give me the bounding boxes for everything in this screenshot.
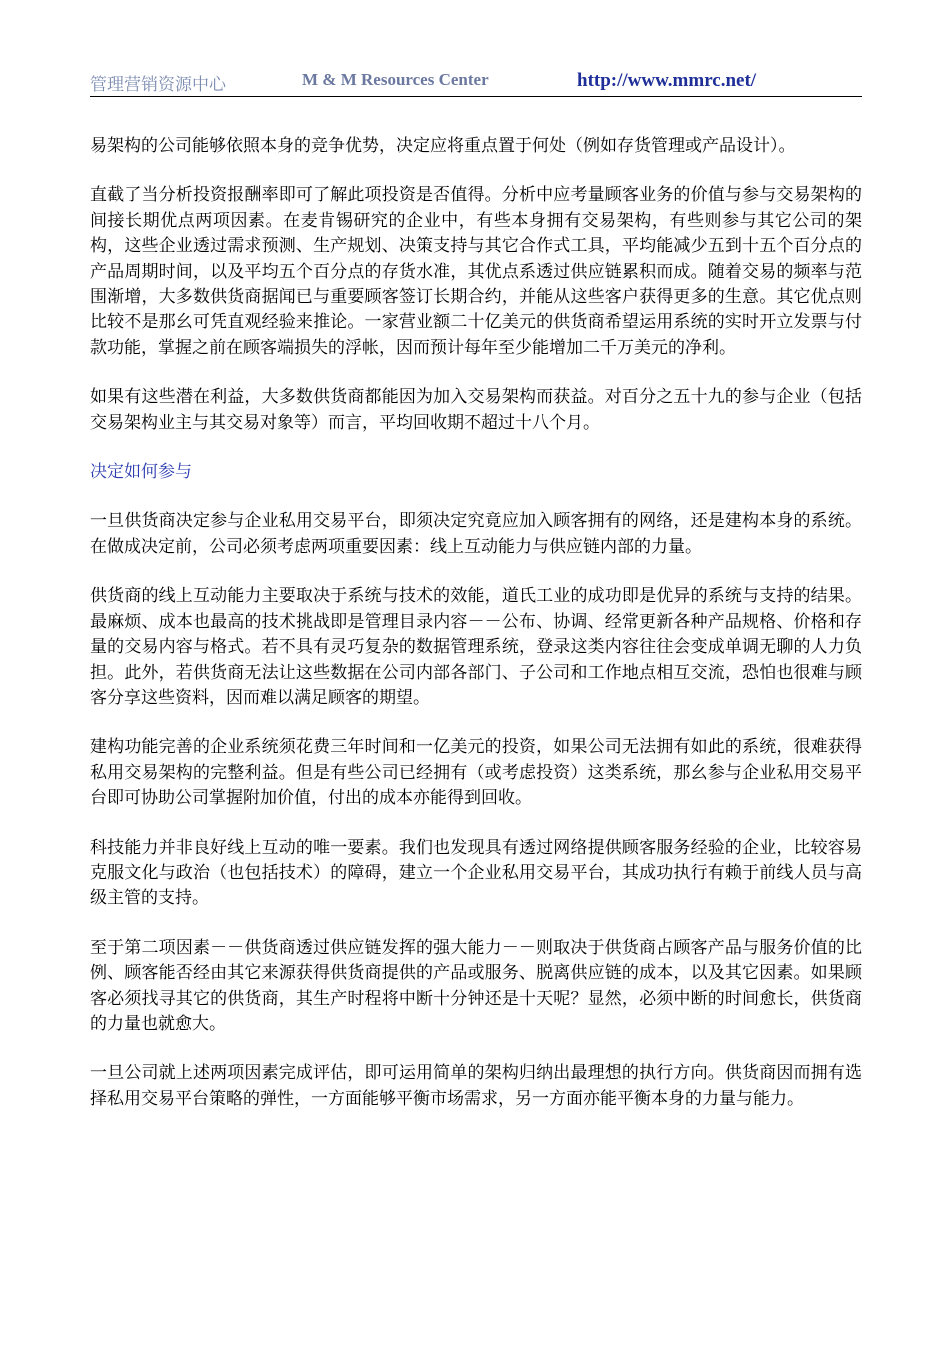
- document-body: [90, 134, 862, 1136]
- paragraph-supply-chain-power: 至于第二项因素－－供货商透过供应链发挥的强大能力－－则取决于供货商占顾客产品与服务价值的比例、顾客能否经由其它来源获得供货商提供的产品或服务、脱离供应链的成本，以及其它因素。如果顾客必须找寻其它的供货商，其生产时程将中断十分钟还是十天呢？显然，必须中断的时间愈长，供货商的力量也就愈大。: [90, 937, 862, 1034]
- section-heading: 决定如何参与: [90, 462, 192, 483]
- paragraph-online-interaction: 供货商的线上互动能力主要取决于系统与技术的效能，道氏工业的成功即是优异的系统与支持的结果。最麻烦、成本也最高的技术挑战即是管理目录内容－－公布、协调、经常更新各种产品规格、价格和存量的交易内容与格式。若不具有灵巧复杂的数据管理系统，登录这类内容往往会变成单调无聊的人力负担。此外，若供货商无法让这些数据在公司内部各部门、子公司和工作地点相互交流，恐怕也很难与顾客分享这些资料，因而难以满足顾客的期望。: [90, 586, 862, 708]
- page-header: [90, 70, 862, 97]
- paragraph-roi-analysis: 直截了当分析投资报酬率即可了解此项投资是否值得。分析中应考量顾客业务的价值与参与交易架构的间接长期优点两项因素。在麦肯锡研究的企业中，有些本身拥有交易架构，有些则参与其它公司的架构，这些企业透过需求预测、生产规划、决策支持与其它合作式工具，平均能减少五到十五个百分点的产品周期时间，以及平均五个百分点的存货水准，其优点系透过供应链累积而成。随着交易的频率与范围渐增，大多数供货商据闻已与重要顾客签订长期合约，并能从这些客户获得更多的生意。其它优点则比较不是那幺可凭直观经验来推论。一家营业额二十亿美元的供货商希望运用系统的实时开立发票与付款功能，掌握之前在顾客端损失的浮帐，因而预计每年至少能增加二千万美元的净利。: [90, 185, 862, 358]
- paragraph-tech-capability: 科技能力并非良好线上互动的唯一要素。我们也发现具有透过网络提供顾客服务经验的企业，比较容易克服文化与政治（也包括技术）的障碍，建立一个企业私用交易平台，其成功执行有赖于前线人员与高级主管的支持。: [90, 837, 862, 909]
- header-url-link[interactable]: http://www.mmrc.net/: [577, 70, 757, 91]
- header-english-title: M & M Resources Center: [302, 70, 489, 89]
- paragraph-potential-benefits: 如果有这些潜在利益，大多数供货商都能因为加入交易架构而获益。对百分之五十九的参与企业（包括交易架构业主与其交易对象等）而言，平均回收期不超过十八个月。: [90, 387, 862, 433]
- paragraph-conclusion: 一旦公司就上述两项因素完成评估，即可运用简单的架构归纳出最理想的执行方向。供货商因而拥有选择私用交易平台策略的弹性，一方面能够平衡市场需求，另一方面亦能平衡本身的力量与能力。: [90, 1063, 862, 1109]
- paragraph-enterprise-system: 建构功能完善的企业系统须花费三年时间和一亿美元的投资，如果公司无法拥有如此的系统，很难获得私用交易架构的完整利益。但是有些公司已经拥有（或考虑投资）这类系统，那幺参与企业私用交易平台即可协助公司掌握附加价值，付出的成本亦能得到回收。: [90, 737, 862, 809]
- paragraph-decision-factors: 一旦供货商决定参与企业私用交易平台，即须决定究竟应加入顾客拥有的网络，还是建构本身的系统。在做成决定前，公司必须考虑两项重要因素：线上互动能力与供应链内部的力量。: [90, 511, 862, 557]
- paragraph-continuation: 易架构的公司能够依照本身的竞争优势，决定应将重点置于何处（例如存货管理或产品设计）。: [90, 136, 796, 156]
- header-chinese-title: 管理营销资源中心: [90, 75, 226, 95]
